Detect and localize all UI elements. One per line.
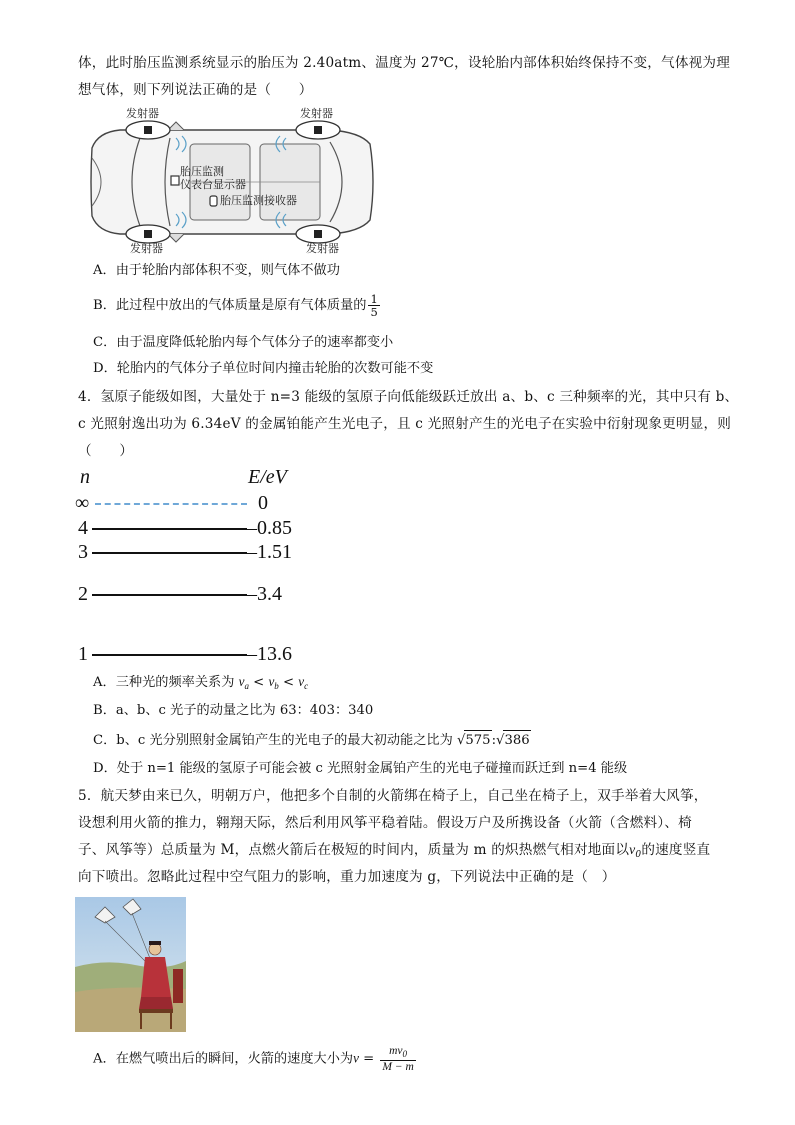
- level-n-2: 2: [78, 583, 88, 605]
- fraction-denominator: 5: [370, 305, 378, 319]
- velocity-denominator: M − m: [382, 1061, 414, 1073]
- q5-stem-line-3: [78, 840, 710, 865]
- level-line-4: [92, 528, 247, 530]
- nu-symbol-a: ν: [238, 674, 245, 689]
- q3-stem-line-1: 体，此时胎压监测系统显示的胎压为 2.40atm、温度为 27℃，设轮胎内部体积始终保持不变，气体视为理: [78, 55, 731, 71]
- velocity-numerator: [380, 1045, 415, 1061]
- velocity-fraction: [380, 1045, 415, 1073]
- q3-stem-line-2: 想气体，则下列说法正确的是（ ）: [78, 82, 313, 98]
- sqrt-sign-2: √: [496, 733, 505, 748]
- transmitter-label-top-left: 发射器: [126, 107, 159, 120]
- level-line-3: [92, 552, 247, 554]
- q4-option-b: B．a、b、c 光子的动量之比为 63：403：340: [93, 703, 374, 718]
- transmitter-label-bottom-left: 发射器: [130, 242, 163, 255]
- level-n-inf: ∞: [75, 492, 90, 514]
- q3-option-d: D．轮胎内的气体分子单位时间内撞击轮胎的次数可能不变: [93, 361, 434, 376]
- v0-symbol: v: [629, 842, 636, 857]
- level-e-2: –3.4: [247, 583, 282, 605]
- q5-stem-line-3-post: 的速度竖直: [641, 842, 711, 858]
- level-n-1: 1: [78, 643, 88, 665]
- energy-axis-label: E/eV: [248, 466, 287, 488]
- q5-stem-line-2: 设想利用火箭的推力，翱翔天际，然后利用风筝平稳着陆。假设万户及所携设备（火箭（含燃料）、椅: [78, 815, 692, 831]
- level-n-3: 3: [78, 541, 88, 563]
- level-e-4: –0.85: [247, 517, 292, 539]
- q3-option-b: [93, 293, 382, 318]
- nu-symbol-c: ν: [298, 674, 305, 689]
- ratio-colon: :: [491, 733, 497, 748]
- v0-subscript: 0: [635, 850, 642, 860]
- q4-option-a-text: A．三种光的频率关系为: [93, 675, 235, 690]
- subscript-b: b: [274, 681, 279, 691]
- subscript-c: c: [304, 681, 309, 691]
- numerator-subscript: 0: [402, 1049, 408, 1059]
- q5-stem-line-3-pre: 子、风筝等）总质量为 M，点燃火箭后在极短的时间内，质量为 m 的炽热燃气相对地面以: [78, 842, 630, 858]
- q4-option-a: [93, 672, 308, 696]
- q4-option-d: D．处于 n=1 能级的氢原子可能会被 c 光照射金属铂产生的光电子碰撞而跃迁到 n=4 能级: [93, 761, 628, 776]
- level-e-inf: 0: [258, 492, 268, 514]
- velocity-symbol: v: [353, 1050, 359, 1066]
- q4-stem-line-3: （ ）: [78, 443, 134, 459]
- q4-stem-line-2: c 光照射逸出功为 6.34eV 的金属铂能产生光电子，且 c 光照射产生的光电子在实验中衍射现象更明显，则: [78, 416, 732, 432]
- level-line-2: [92, 594, 247, 596]
- display-label-line-1: 胎压监测: [180, 165, 224, 178]
- radicand-1: 575: [464, 730, 491, 751]
- sqrt-sign-1: √: [457, 733, 466, 748]
- less-than-1: <: [253, 675, 265, 690]
- level-e-1: –13.6: [247, 643, 292, 665]
- nu-b: [268, 674, 278, 689]
- subscript-a: a: [244, 681, 249, 691]
- fraction-numerator: 1: [370, 292, 378, 306]
- q4-option-c-text: C．b、c 光分别照射金属铂产生的光电子的最大初动能之比为: [93, 733, 453, 748]
- level-line-inf: [95, 503, 247, 505]
- q3-option-c: C．由于温度降低轮胎内每个气体分子的速率都变小: [93, 335, 394, 350]
- receiver-label: 胎压监测接收器: [220, 194, 297, 207]
- q4-stem-line-1: 4．氢原子能级如图，大量处于 n=3 能级的氢原子向低能级跃迁放出 a、b、c 三种频率的光，其中只有 b、: [78, 389, 739, 405]
- nu-symbol-b: ν: [268, 674, 275, 689]
- transmitter-label-top-right: 发射器: [300, 107, 333, 120]
- equals-sign: =: [358, 1051, 379, 1067]
- radicand-2: 386: [503, 730, 530, 751]
- tire-pressure-car-figure: [80, 108, 380, 256]
- less-than-2: <: [283, 675, 295, 690]
- transmitter-label-bottom-right: 发射器: [306, 242, 339, 255]
- rocket-chair-illustration-icon: [75, 897, 186, 1032]
- level-n-4: 4: [78, 517, 88, 539]
- numerator-mv: mv: [389, 1045, 403, 1057]
- fraction-one-fifth: [368, 293, 379, 318]
- q5-option-a: [93, 1045, 418, 1073]
- q5-stem-line-4: 向下喷出。忽略此过程中空气阻力的影响，重力加速度为 g，下列说法中正确的是（ ）: [78, 869, 616, 885]
- wan-hu-illustration: [75, 897, 186, 1032]
- q4-option-c: [93, 730, 531, 751]
- level-line-1: [92, 654, 247, 656]
- display-label-line-2: 仪表台显示器: [180, 178, 246, 191]
- q5-option-a-text: A．在燃气喷出后的瞬间，火箭的速度大小为: [93, 1051, 354, 1067]
- q5-stem-line-1: 5．航天梦由来已久，明朝万户，他把多个自制的火箭绑在椅子上，自己坐在椅子上，双手举着大风筝，: [78, 788, 708, 804]
- q3-option-b-text: B．此过程中放出的气体质量是原有气体质量的: [93, 298, 367, 313]
- level-e-3: –1.51: [247, 541, 292, 563]
- q3-option-a: A．由于轮胎内部体积不变，则气体不做功: [93, 263, 340, 278]
- nu-c: [298, 674, 308, 689]
- n-axis-label: n: [80, 466, 90, 488]
- nu-a: [239, 674, 249, 689]
